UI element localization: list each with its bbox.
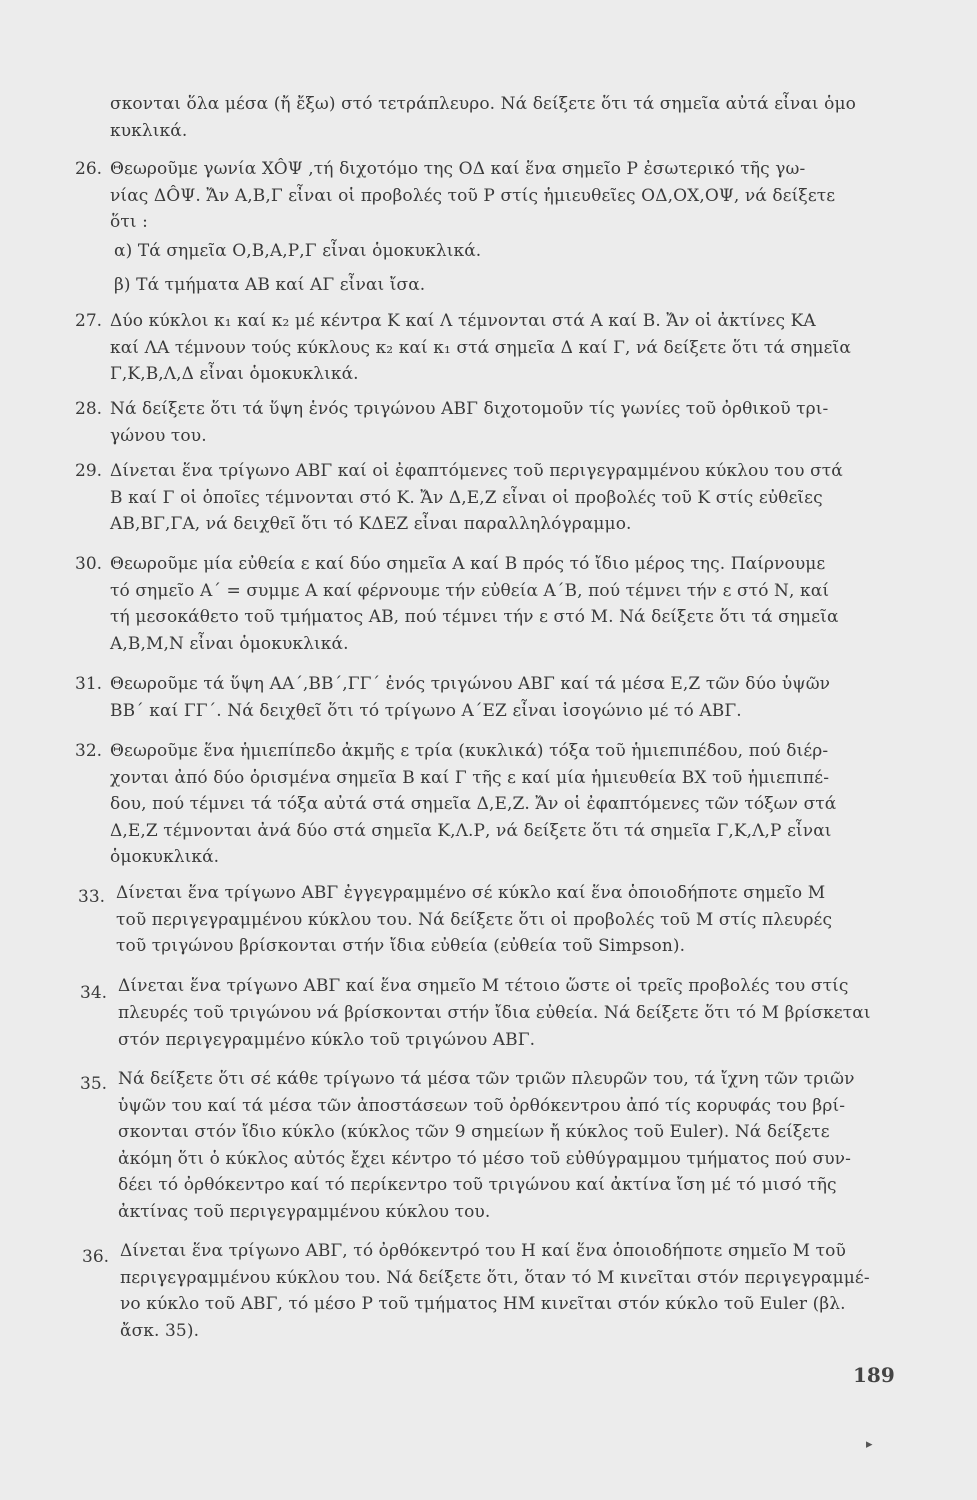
- exercise-line: νίας ΔÔΨ. Ἄν Α,Β,Γ εἶναι οἱ προβολές τοῦ Ρ στίς ἡμιευθεῖες ΟΔ,ΟΧ,ΟΨ, νά δείξετε: [110, 186, 836, 206]
- exercise-line: ὁμοκυκλικά.: [110, 847, 220, 867]
- exercise-line: καί ΛΑ τέμνουν τούς κύκλους κ₂ καί κ₁ στά σημεῖα Δ καί Γ, νά δείξετε ὅτι τά σημεῖα: [110, 338, 851, 358]
- exercise-line: Νά δείξετε ὅτι σέ κάθε τρίγωνο τά μέσα τῶν τριῶν πλευρῶν του, τά ἴχνη τῶν τριῶν: [118, 1069, 855, 1089]
- exercise-line: Α,Β,Μ,Ν εἶναι ὁμοκυκλικά.: [110, 634, 349, 654]
- exercise-line: ΒΒ΄ καί ΓΓ΄. Νά δειχθεῖ ὅτι τό τρίγωνο Α΄ΕΖ εἶναι ἰσογώνιο μέ τό ΑΒΓ.: [110, 701, 742, 721]
- exercise-line: νο κύκλο τοῦ ΑΒΓ, τό μέσο Ρ τοῦ τμήματος ΗΜ κινεῖται στόν κύκλο τοῦ Euler (βλ.: [120, 1294, 846, 1314]
- exercise-number: 33.: [78, 887, 106, 907]
- exercise-number: 36.: [82, 1247, 110, 1267]
- exercise-line: τοῦ τριγώνου βρίσκονται στήν ἴδια εὐθεία (εὐθεία τοῦ Simpson).: [116, 936, 686, 956]
- exercise-line: πλευρές τοῦ τριγώνου νά βρίσκονται στήν ἴδια εὐθεία. Νά δείξετε ὅτι τό Μ βρίσκεται: [118, 1003, 871, 1023]
- exercise-line: δέει τό ὀρθόκεντρο καί τό περίκεντρο τοῦ τριγώνου καί ἀκτίνα ἴση μέ τό μισό τῆς: [118, 1175, 837, 1195]
- exercise-line: Θεωροῦμε μία εὐθεία ε καί δύο σημεῖα Α καί Β πρός τό ἴδιο μέρος της. Παίρνουμε: [110, 554, 826, 574]
- exercise-line: περιγεγραμμένου κύκλου του. Νά δείξετε ὅτι, ὅταν τό Μ κινεῖται στόν περιγεγραμμέ-: [120, 1268, 870, 1288]
- intro-line: σκονται ὅλα μέσα (ἤ ἔξω) στό τετράπλευρο. Νά δείξετε ὅτι τά σημεῖα αὐτά εἶναι ὁμο: [110, 94, 856, 114]
- exercise-number: 35.: [80, 1074, 108, 1094]
- exercise-line: Δ,Ε,Ζ τέμνονται ἀνά δύο στά σημεῖα Κ,Λ.Ρ, νά δείξετε ὅτι τά σημεῖα Γ,Κ,Λ,Ρ εἶναι: [110, 821, 832, 841]
- exercise-number: 32.: [75, 741, 103, 761]
- exercise-line: τή μεσοκάθετο τοῦ τμήματος ΑΒ, πού τέμνει τήν ε στό Μ. Νά δείξετε ὅτι τά σημεῖα: [110, 607, 839, 627]
- exercise-line: τοῦ περιγεγραμμένου κύκλου του. Νά δείξετε ὅτι οἱ προβολές τοῦ Μ στίς πλευρές: [116, 910, 833, 930]
- exercise-line: Δίνεται ἕνα τρίγωνο ΑΒΓ καί ἕνα σημεῖο Μ τέτοιο ὥστε οἱ τρεῖς προβολές του στίς: [118, 976, 849, 996]
- exercise-line: Γ,Κ,Β,Λ,Δ εἶναι ὁμοκυκλικά.: [110, 364, 359, 384]
- exercise-line: σκονται στόν ἴδιο κύκλο (κύκλος τῶν 9 σημείων ἤ κύκλος τοῦ Euler). Νά δείξετε: [118, 1122, 830, 1142]
- exercise-line: Θεωροῦμε ἕνα ἡμιεπίπεδο ἀκμῆς ε τρία (κυκλικά) τόξα τοῦ ἡμιεπιπέδου, πού διέρ-: [110, 741, 829, 761]
- corner-mark: ▸: [866, 1437, 873, 1452]
- exercise-line: ὑψῶν του καί τά μέσα τῶν ἀποστάσεων τοῦ ὀρθόκεντρου ἀπό τίς κορυφάς του βρί-: [118, 1096, 846, 1116]
- exercise-line: Β καί Γ οἱ ὁποῖες τέμνονται στό Κ. Ἄν Δ,Ε,Ζ εἶναι οἱ προβολές τοῦ Κ στίς εὐθεῖες: [110, 488, 823, 508]
- page-number: 189: [853, 1363, 895, 1387]
- exercise-line: χονται ἀπό δύο ὁρισμένα σημεῖα Β καί Γ τῆς ε καί μία ἡμιευθεία ΒΧ τοῦ ἡμιεπιπέ-: [110, 768, 830, 788]
- exercise-line: ἀκτίνας τοῦ περιγεγραμμένου κύκλου του.: [118, 1202, 491, 1222]
- exercise-line: Δίνεται ἕνα τρίγωνο ΑΒΓ καί οἱ ἐφαπτόμενες τοῦ περιγεγραμμένου κύκλου του στά: [110, 461, 843, 481]
- exercise-number: 34.: [80, 983, 108, 1003]
- exercise-number: 30.: [75, 554, 103, 574]
- exercise-line: γώνου του.: [110, 426, 207, 446]
- exercise-line: Θεωροῦμε τά ὕψη ΑΑ΄,ΒΒ΄,ΓΓ΄ ἑνός τριγώνου ΑΒΓ καί τά μέσα Ε,Ζ τῶν δύο ὑψῶν: [110, 674, 831, 694]
- exercise-line: στόν περιγεγραμμένο κύκλο τοῦ τριγώνου ΑΒΓ.: [118, 1030, 536, 1050]
- exercise-line: ἀκόμη ὅτι ὁ κύκλος αὐτός ἔχει κέντρο τό μέσο τοῦ εὐθύγραμμου τμήματος πού συν-: [118, 1149, 851, 1169]
- exercise-number: 29.: [75, 461, 103, 481]
- exercise-number: 27.: [75, 311, 103, 331]
- exercise-number: 26.: [75, 159, 103, 179]
- exercise-item: α) Τά σημεῖα Ο,Β,Α,Ρ,Γ εἶναι ὁμοκυκλικά.: [114, 241, 482, 261]
- exercise-line: Δύο κύκλοι κ₁ καί κ₂ μέ κέντρα Κ καί Λ τέμνονται στά Α καί Β. Ἄν οἱ ἀκτίνες ΚΑ: [110, 311, 816, 331]
- exercise-line: ἄσκ. 35).: [120, 1321, 200, 1341]
- exercise-line: Θεωροῦμε γωνία XÔΨ ,τή διχοτόμο της ΟΔ καί ἕνα σημεῖο Ρ ἐσωτερικό τῆς γω-: [110, 159, 806, 179]
- exercise-line: Νά δείξετε ὅτι τά ὕψη ἑνός τριγώνου ΑΒΓ διχοτομοῦν τίς γωνίες τοῦ ὀρθικοῦ τρι-: [110, 399, 829, 419]
- exercise-line: δου, πού τέμνει τά τόξα αὐτά στά σημεῖα Δ,Ε,Ζ. Ἄν οἱ ἐφαπτόμενες τῶν τόξων στά: [110, 794, 837, 814]
- exercise-number: 31.: [75, 674, 103, 694]
- exercise-line: τό σημεῖο Α΄ = συμμε Α καί φέρνουμε τήν εὐθεία Α΄Β, πού τέμνει τήν ε στό Ν, καί: [110, 581, 830, 601]
- exercise-line: ὅτι :: [110, 212, 148, 232]
- exercise-line: Δίνεται ἕνα τρίγωνο ΑΒΓ ἐγγεγραμμένο σέ κύκλο καί ἕνα ὁποιοδήποτε σημεῖο Μ: [116, 883, 826, 903]
- exercise-line: ΑΒ,ΒΓ,ΓΑ, νά δειχθεῖ ὅτι τό ΚΔΕΖ εἶναι παραλληλόγραμμο.: [110, 514, 632, 534]
- exercise-number: 28.: [75, 399, 103, 419]
- exercise-line: Δίνεται ἕνα τρίγωνο ΑΒΓ, τό ὀρθόκεντρό του Η καί ἕνα ὁποιοδήποτε σημεῖο Μ τοῦ: [120, 1241, 846, 1261]
- intro-line: κυκλικά.: [110, 121, 188, 141]
- exercise-item: β) Τά τμήματα ΑΒ καί ΑΓ εἶναι ἴσα.: [114, 275, 426, 295]
